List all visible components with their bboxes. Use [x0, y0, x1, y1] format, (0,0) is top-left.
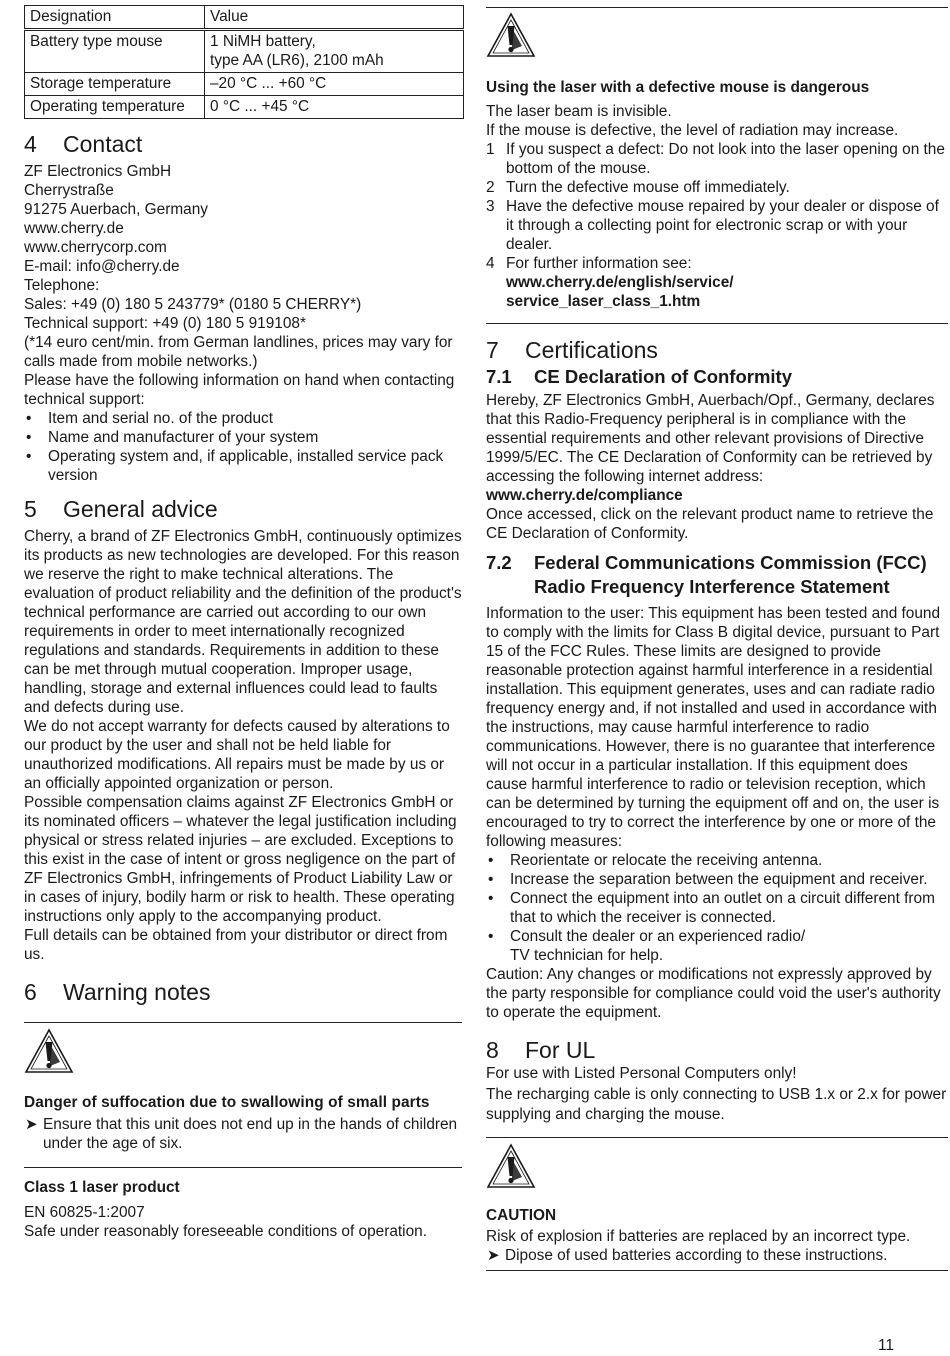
table-row	[25, 73, 464, 96]
list-item: • Reorientate or relocate the receiving antenna.	[486, 851, 948, 870]
subsection-title: Federal Communications Commission (FCC) Radio Frequency Interference Statement	[534, 552, 927, 597]
table-row	[25, 96, 464, 119]
table-cell: Storage temperature	[25, 73, 205, 96]
step-text: Turn the defective mouse off immediately.	[506, 179, 790, 196]
table-header-row	[25, 6, 464, 30]
subsection-heading-fcc	[486, 551, 948, 599]
step-text: If you suspect a defect: Do not look into the laser opening on the bottom of the mouse.	[506, 141, 945, 177]
warning-triangle-icon	[486, 12, 536, 58]
subsection-number: 7.2	[486, 552, 512, 573]
section-heading-warning-notes	[24, 978, 464, 1006]
laser-class-line: Safe under reasonably foreseeable conditions of operation.	[24, 1223, 427, 1240]
caution-title: CAUTION	[486, 1207, 557, 1224]
list-item: • Name and manufacturer of your system	[24, 428, 464, 447]
divider	[24, 1022, 462, 1023]
right-column	[486, 0, 948, 1271]
instruction-step	[486, 1246, 948, 1265]
section-number: 7	[486, 337, 499, 363]
divider	[486, 1270, 948, 1271]
section-number: 8	[486, 1037, 499, 1063]
contact-line: Cherrystraße	[24, 182, 114, 199]
service-link-line: www.cherry.de/english/service/	[506, 274, 734, 291]
laser-warning-line: If the mouse is defective, the level of radiation may increase.	[486, 122, 899, 139]
list-item	[486, 254, 948, 311]
section-heading-certifications	[486, 336, 948, 364]
section-heading-contact	[24, 130, 464, 158]
list-item: • Connect the equipment into an outlet on a circuit different from that to which the receiver is connected.	[486, 889, 948, 927]
section-title: General advice	[63, 496, 218, 522]
contact-line: 91275 Auerbach, Germany	[24, 201, 208, 218]
page-number: 11	[878, 1337, 894, 1354]
list-item: • Increase the separation between the equipment and receiver.	[486, 870, 948, 889]
instruction-step	[24, 1115, 464, 1153]
arrowhead-icon: ➤	[25, 1116, 38, 1133]
general-advice-body	[24, 527, 464, 964]
divider	[486, 1137, 948, 1138]
table-row	[25, 30, 464, 73]
subsection-number: 7.1	[486, 366, 512, 387]
contact-line: E-mail: info@cherry.de	[24, 258, 180, 275]
subsection-title: CE Declaration of Conformity	[534, 366, 792, 387]
paragraph: The recharging cable is only connecting to USB 1.x or 2.x for power supplying and charging the mouse.	[486, 1086, 947, 1123]
paragraph: Information to the user: This equipment has been tested and found to comply with the limits for Class B digital device, pursuant to Part 15 of the FCC Rules. These limits are designed to provide reasonable protection against harmful interference in a residential installation. This equipment generates, uses and can radiate radio frequency energy and, if not installed and used in accordance with the instructions, may cause harmful interference to radio communications. However, there is no guarantee that interference will not occur in a particular installation. If this equipment does cause harmful interference to radio or television reception, which can be determined by turning the equipment off and on, the user is encouraged to try to correct the interference by one or more of the following measures:	[486, 605, 941, 850]
paragraph: Cherry, a brand of ZF Electronics GmbH, continuously optimizes its products as new technologies are developed. For this reason we reserve the right to make technical alterations. The evaluation of product reliability and the definition of the product's technical performance are carried out according to our own requirements in order to meet internationally recognized regulations and standards. Requirements in addition to these can be met through mutual cooperation. Improper usage, handling, storage and external influences could lead to faults and defects during use.	[24, 528, 462, 716]
contact-line: Telephone:	[24, 277, 100, 294]
contact-line: Technical support: +49 (0) 180 5 919108*	[24, 315, 306, 332]
laser-class-line: EN 60825-1:2007	[24, 1204, 145, 1221]
list-item	[486, 140, 948, 178]
section-number: 5	[24, 496, 37, 522]
step-number: 4	[486, 255, 495, 272]
laser-warning-line: The laser beam is invisible.	[486, 103, 672, 120]
divider	[486, 7, 948, 8]
paragraph: We do not accept warranty for defects caused by alterations to our product by the user and shall not be held liable for unauthorized modifications. All repairs must be made by us or an officially appointed organization or person.	[24, 718, 450, 792]
step-number: 3	[486, 198, 495, 215]
contact-line: ZF Electronics GmbH	[24, 163, 172, 180]
suffocation-warning-title: Danger of suffocation due to swallowing of small parts	[24, 1094, 430, 1111]
warning-triangle-icon	[24, 1028, 74, 1074]
contact-line: Please have the following information on hand when contacting technical support:	[24, 372, 455, 408]
step-number: 1	[486, 141, 495, 158]
table-cell: 0 °C ... +45 °C	[205, 96, 464, 119]
paragraph: Hereby, ZF Electronics GmbH, Auerbach/Opf., Germany, declares that this Radio-Frequency peripheral is in compliance with the essential requirements and other relevant provisions of Directive 1999/5/EC. The CE Declaration of Conformity can be retrieved by accessing the following internet address:	[486, 392, 935, 485]
paragraph: Full details can be obtained from your distributor or direct from us.	[24, 927, 448, 963]
left-column	[24, 0, 464, 1241]
laser-warning-title: Using the laser with a defective mouse is dangerous	[486, 79, 870, 96]
contact-line: (*14 euro cent/min. from German landlines, prices may vary for calls made from mobile networks.)	[24, 334, 453, 370]
section-title: For UL	[525, 1037, 596, 1063]
instruction-text: Ensure that this unit does not end up in the hands of children under the age of six.	[43, 1116, 458, 1152]
divider	[24, 1167, 462, 1168]
contact-bullet-list	[24, 409, 464, 485]
service-link-line: service_laser_class_1.htm	[506, 293, 701, 310]
step-text: Have the defective mouse repaired by your dealer or dispose of it through a collecting point for electronic scrap or with your dealer.	[506, 198, 939, 253]
warning-triangle-icon	[486, 1143, 536, 1189]
table-header-cell: Value	[205, 6, 464, 30]
divider	[486, 323, 948, 324]
arrowhead-icon: ➤	[487, 1247, 500, 1264]
section-number: 4	[24, 131, 37, 157]
laser-steps-list	[486, 140, 948, 311]
paragraph: Once accessed, click on the relevant product name to retrieve the CE Declaration of Conformity.	[486, 506, 934, 542]
table-header-cell: Designation	[25, 6, 205, 30]
table-cell: Operating temperature	[25, 96, 205, 119]
list-item: • Item and serial no. of the product	[24, 409, 464, 428]
contact-line: www.cherrycorp.com	[24, 239, 167, 256]
paragraph: For use with Listed Personal Computers only!	[486, 1065, 797, 1082]
paragraph: Caution: Any changes or modifications not expressly approved by the party responsible for compliance could void the user's authority to operate the equipment.	[486, 966, 941, 1021]
list-item: • Operating system and, if applicable, installed service pack version	[24, 447, 464, 485]
section-heading-ul	[486, 1036, 948, 1064]
table-cell: 1 NiMH battery, type AA (LR6), 2100 mAh	[205, 30, 464, 73]
caution-text: Risk of explosion if batteries are replaced by an incorrect type.	[486, 1228, 911, 1245]
list-item	[486, 178, 948, 197]
contact-details	[24, 162, 464, 485]
section-title: Contact	[63, 131, 143, 157]
laser-class-title: Class 1 laser product	[24, 1179, 180, 1196]
list-item: • Consult the dealer or an experienced radio/ TV technician for help.	[486, 927, 948, 965]
paragraph: Possible compensation claims against ZF Electronics GmbH or its nominated officers – whatever the legal justification including physical or stress related injuries – are excluded. Exceptions to this exist in the case of intent or gross negligence on the part of ZF Electronics GmbH, infringements of Product Liability Law or in cases of injury, bodily harm or risk to health. These operating instructions only apply to the accompanying product.	[24, 794, 457, 925]
compliance-link: www.cherry.de/compliance	[486, 487, 683, 504]
section-title: Warning notes	[63, 979, 211, 1005]
section-title: Certifications	[525, 337, 658, 363]
section-number: 6	[24, 979, 37, 1005]
contact-line: www.cherry.de	[24, 220, 124, 237]
instruction-text: Dipose of used batteries according to these instructions.	[505, 1247, 888, 1264]
step-number: 2	[486, 179, 495, 196]
contact-line: Sales: +49 (0) 180 5 243779* (0180 5 CHERRY*)	[24, 296, 362, 313]
table-cell: –20 °C ... +60 °C	[205, 73, 464, 96]
section-heading-general-advice	[24, 495, 464, 523]
specifications-table	[24, 5, 464, 119]
step-text: For further information see:	[506, 255, 692, 272]
subsection-heading-ce	[486, 365, 948, 389]
table-cell: Battery type mouse	[25, 30, 205, 73]
list-item	[486, 197, 948, 254]
fcc-measures-list	[486, 851, 948, 965]
